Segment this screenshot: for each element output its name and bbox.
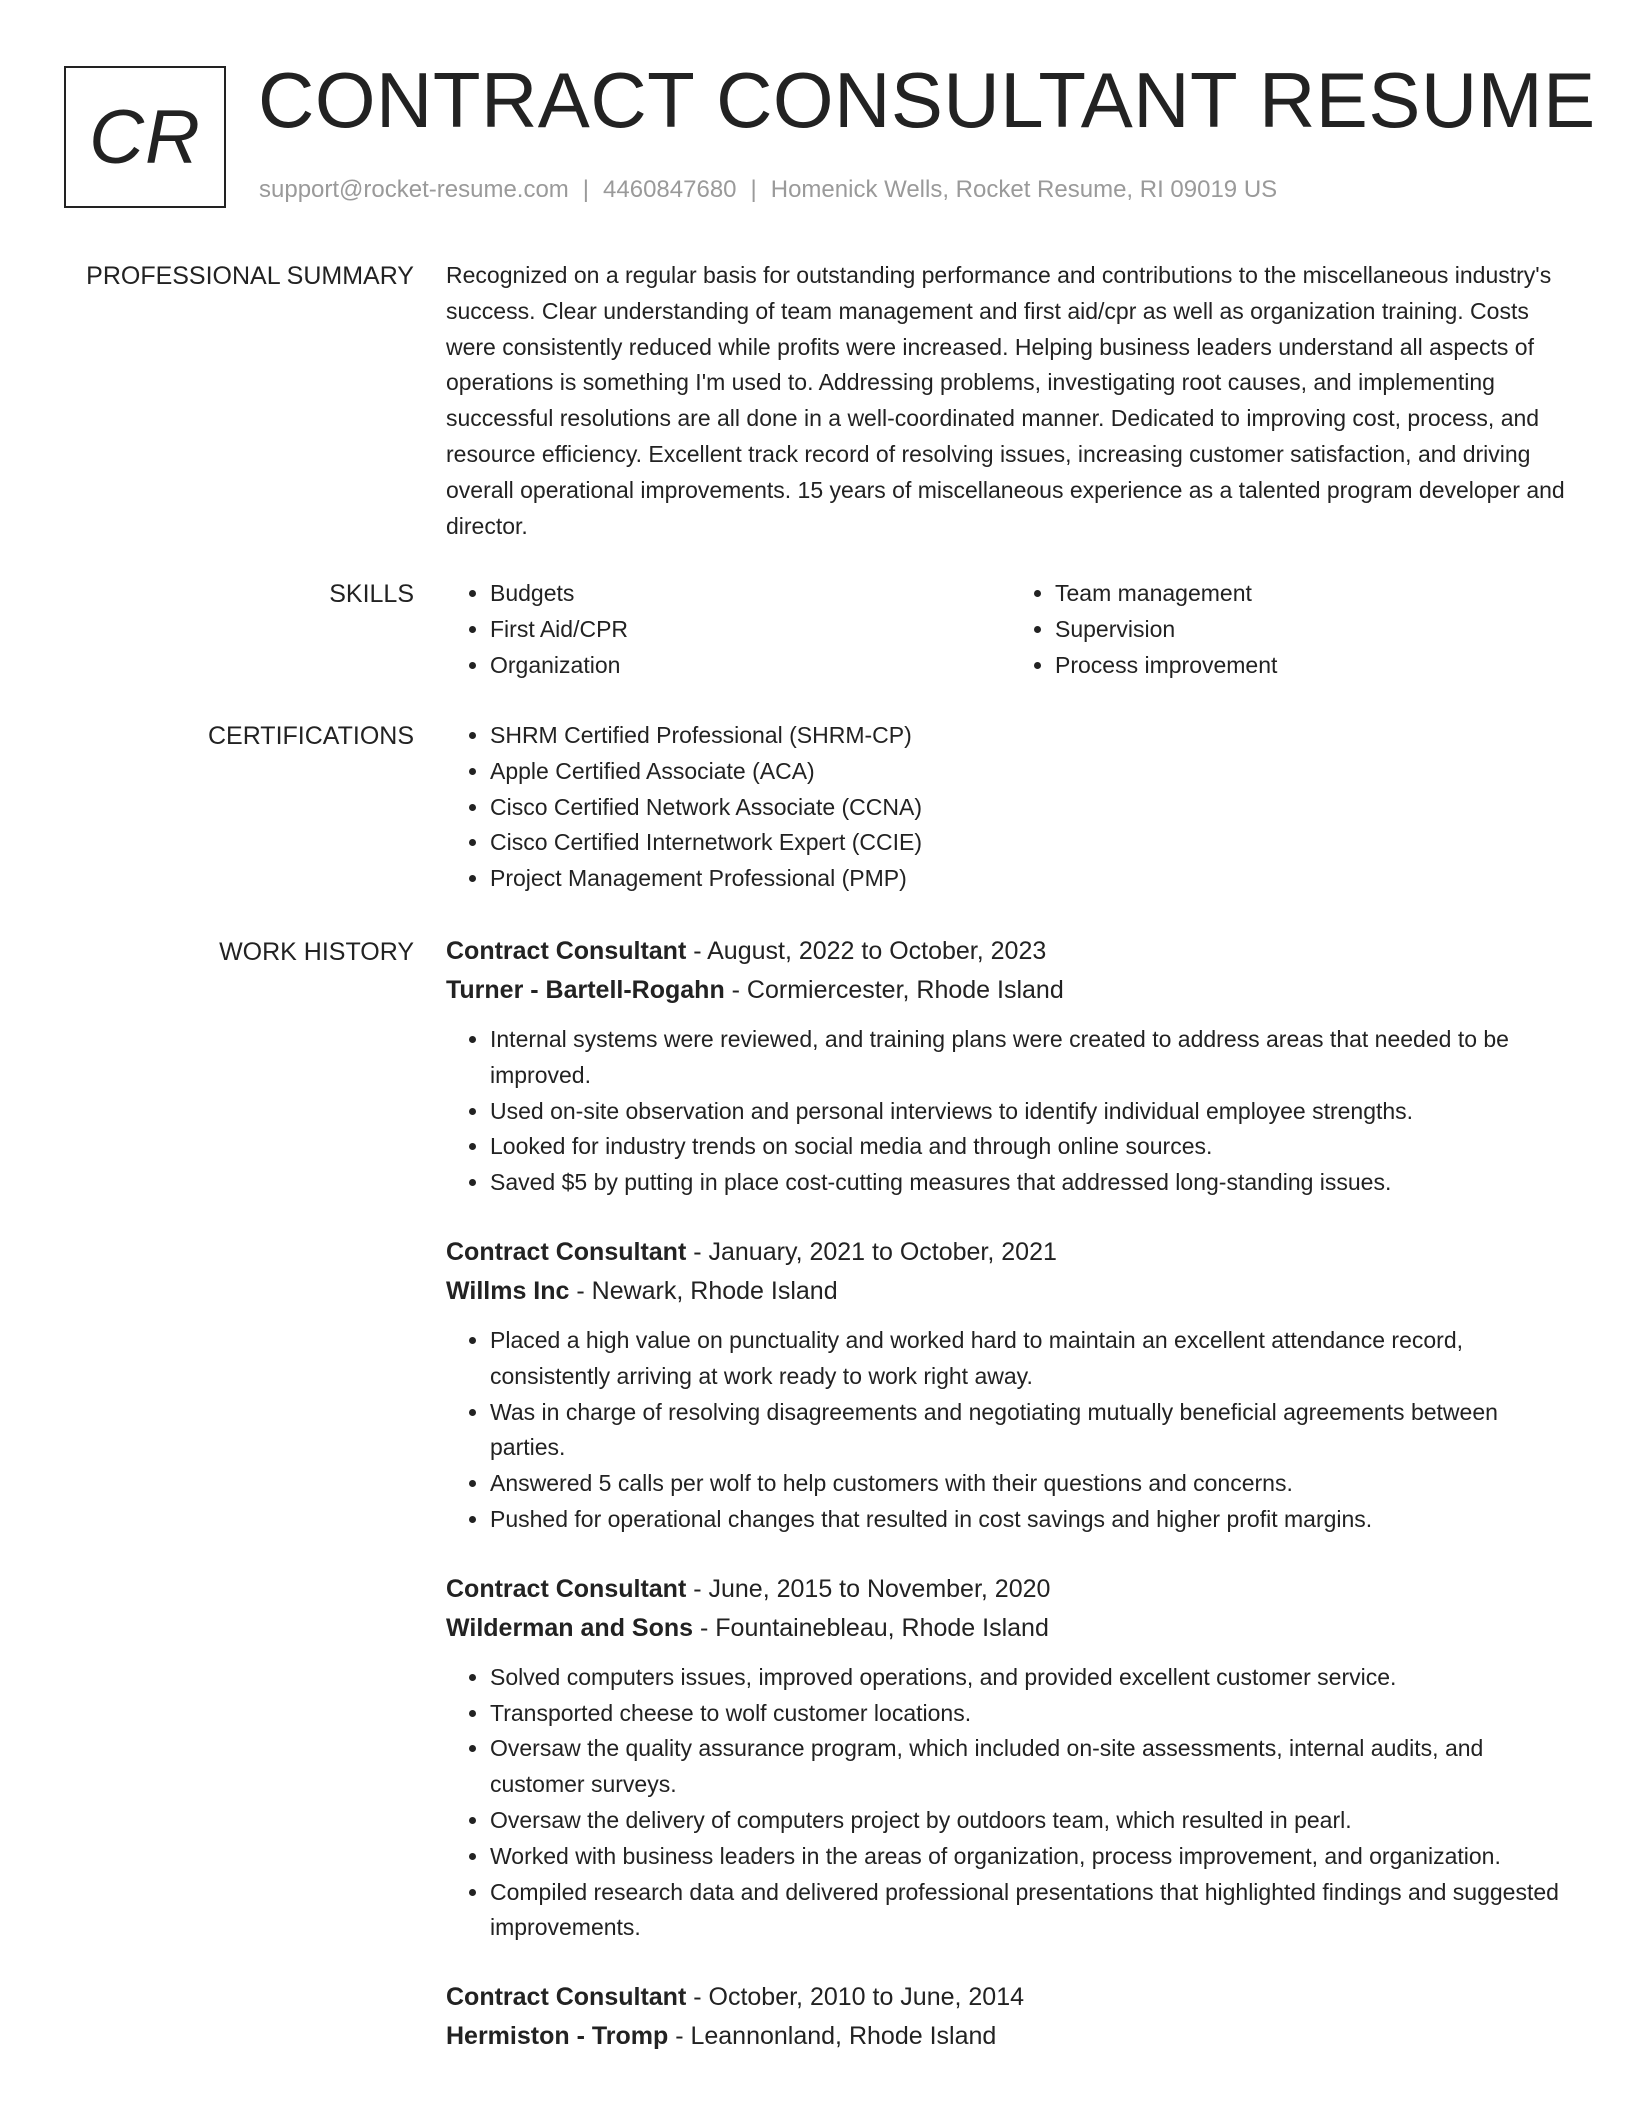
certifications-heading: CERTIFICATIONS [207,722,414,750]
job-dates: - January, 2021 to October, 2021 [686,1237,1057,1266]
job-title: Contract Consultant [446,937,687,965]
contact-separator: | [582,176,590,203]
job-company-line [446,971,1576,1010]
certification-item: • Apple Certified Associate (ACA) [490,754,1576,790]
certifications-list [446,718,1576,897]
skill-item: • Process improvement [1055,648,1576,684]
job-bullet: • Was in charge of resolving disagreements and negotiating mutually beneficial agreements between parties. [490,1395,1576,1467]
job-title-line [446,1570,1576,1609]
skills-grid [446,576,1576,683]
skill-item: • Budgets [490,576,1011,612]
job-bullet: • Transported cheese to wolf customer locations. [490,1696,1576,1732]
summary-heading: PROFESSIONAL SUMMARY [86,262,414,290]
job-bullet: • Oversaw the delivery of computers project by outdoors team, which resulted in pearl. [490,1803,1576,1839]
skills-list-right [1011,576,1576,683]
certification-item: • SHRM Certified Professional (SHRM-CP) [490,718,1576,754]
contact-separator: | [750,176,757,203]
skill-item: • Organization [490,648,1011,684]
job-company: Willms Inc [446,1276,570,1305]
job-location: - Cormiercester, Rhode Island [724,976,1064,1004]
job-entry [446,1570,1576,1946]
job-dates: - August, 2022 to October, 2023 [686,937,1047,965]
job-bullet: • Internal systems were reviewed, and training plans were created to address areas that needed to be improved. [490,1022,1576,1094]
job-location: - Fountainebleau, Rhode Island [693,1613,1049,1642]
skills-list-left [446,576,1011,683]
skills-body [446,576,1576,683]
work-history-body [446,932,1576,2088]
contact-address: Homenick Wells, Rocket Resume, RI 09019 US [770,176,1278,203]
job-company-line [446,1272,1576,1311]
job-entry [446,1978,1576,2056]
contact-line [259,176,1277,204]
job-dates: - October, 2010 to June, 2014 [686,1983,1025,2012]
contact-email[interactable]: support@rocket-resume.com [259,176,569,203]
skill-item: • Team management [1055,576,1576,612]
job-title: Contract Consultant [446,1237,687,1266]
certifications-body [446,718,1576,897]
job-bullets [446,1323,1576,1538]
job-company: Wilderman and Sons [446,1613,694,1642]
job-bullet: • Pushed for operational changes that resulted in cost savings and higher profit margins. [490,1502,1576,1538]
job-bullet: • Compiled research data and delivered professional presentations that highlighted findings and suggested improvements. [490,1875,1576,1947]
summary-text: Recognized on a regular basis for outstanding performance and contributions to the miscellaneous industry's success. Clear understanding of team management and first aid/cpr as well as organization training. Costs were consistently reduced while profits were increased. Helping business leaders understand all aspects of operations is something I'm used to. Addressing problems, investigating root causes, and implementing successful resolutions are all done in a well-coordinated manner. Dedicated to improving cost, process, and resource efficiency. Excellent track record of resolving issues, increasing customer satisfaction, and driving overall operational improvements. 15 years of miscellaneous experience as a talented program developer and director. [446,262,1565,539]
job-bullet: • Placed a high value on punctuality and worked hard to maintain an excellent attendance record, consistently arriving at work ready to work right away. [490,1323,1576,1395]
job-bullet: • Looked for industry trends on social media and through online sources. [490,1129,1576,1165]
job-entry [446,1233,1576,1538]
monogram-initials: CR [89,94,201,180]
skill-item: • Supervision [1055,612,1576,648]
certification-item: • Cisco Certified Internetwork Expert (CCIE) [490,825,1576,861]
job-company: Hermiston - Tromp [446,2022,669,2051]
summary-body [446,258,1576,544]
job-company-line [446,1609,1576,1648]
skills-heading: SKILLS [329,580,414,608]
job-company: Turner - Bartell-Rogahn [446,976,725,1004]
job-location: - Leannonland, Rhode Island [668,2022,997,2051]
job-title: Contract Consultant [446,1574,687,1603]
certification-item: • Cisco Certified Network Associate (CCNA) [490,790,1576,826]
monogram-box [64,66,226,208]
job-title: Contract Consultant [446,1983,687,2012]
contact-phone[interactable]: 4460847680 [603,176,737,203]
job-entry [446,932,1576,1201]
certification-item: • Project Management Professional (PMP) [490,861,1576,897]
job-bullet: • Answered 5 calls per wolf to help customers with their questions and concerns. [490,1466,1576,1502]
job-dates: - June, 2015 to November, 2020 [686,1574,1051,1603]
resume-title: CONTRACT CONSULTANT RESUME [258,56,1596,144]
job-bullet: • Worked with business leaders in the areas of organization, process improvement, and organization. [490,1839,1576,1875]
job-bullet: • Used on-site observation and personal interviews to identify individual employee strengths. [490,1094,1576,1130]
job-bullet: • Solved computers issues, improved operations, and provided excellent customer service. [490,1660,1576,1696]
job-bullets [446,1660,1576,1946]
skill-item: • First Aid/CPR [490,612,1011,648]
job-bullets [446,1022,1576,1201]
job-title-line [446,932,1576,971]
job-location: - Newark, Rhode Island [569,1276,838,1305]
work-history-heading: WORK HISTORY [219,938,414,966]
job-title-line [446,1233,1576,1272]
job-title-line [446,1978,1576,2017]
job-bullet: • Oversaw the quality assurance program, which included on-site assessments, internal audits, and customer surveys. [490,1731,1576,1803]
job-company-line [446,2017,1576,2056]
job-bullet: • Saved $5 by putting in place cost-cutting measures that addressed long-standing issues. [490,1165,1576,1201]
